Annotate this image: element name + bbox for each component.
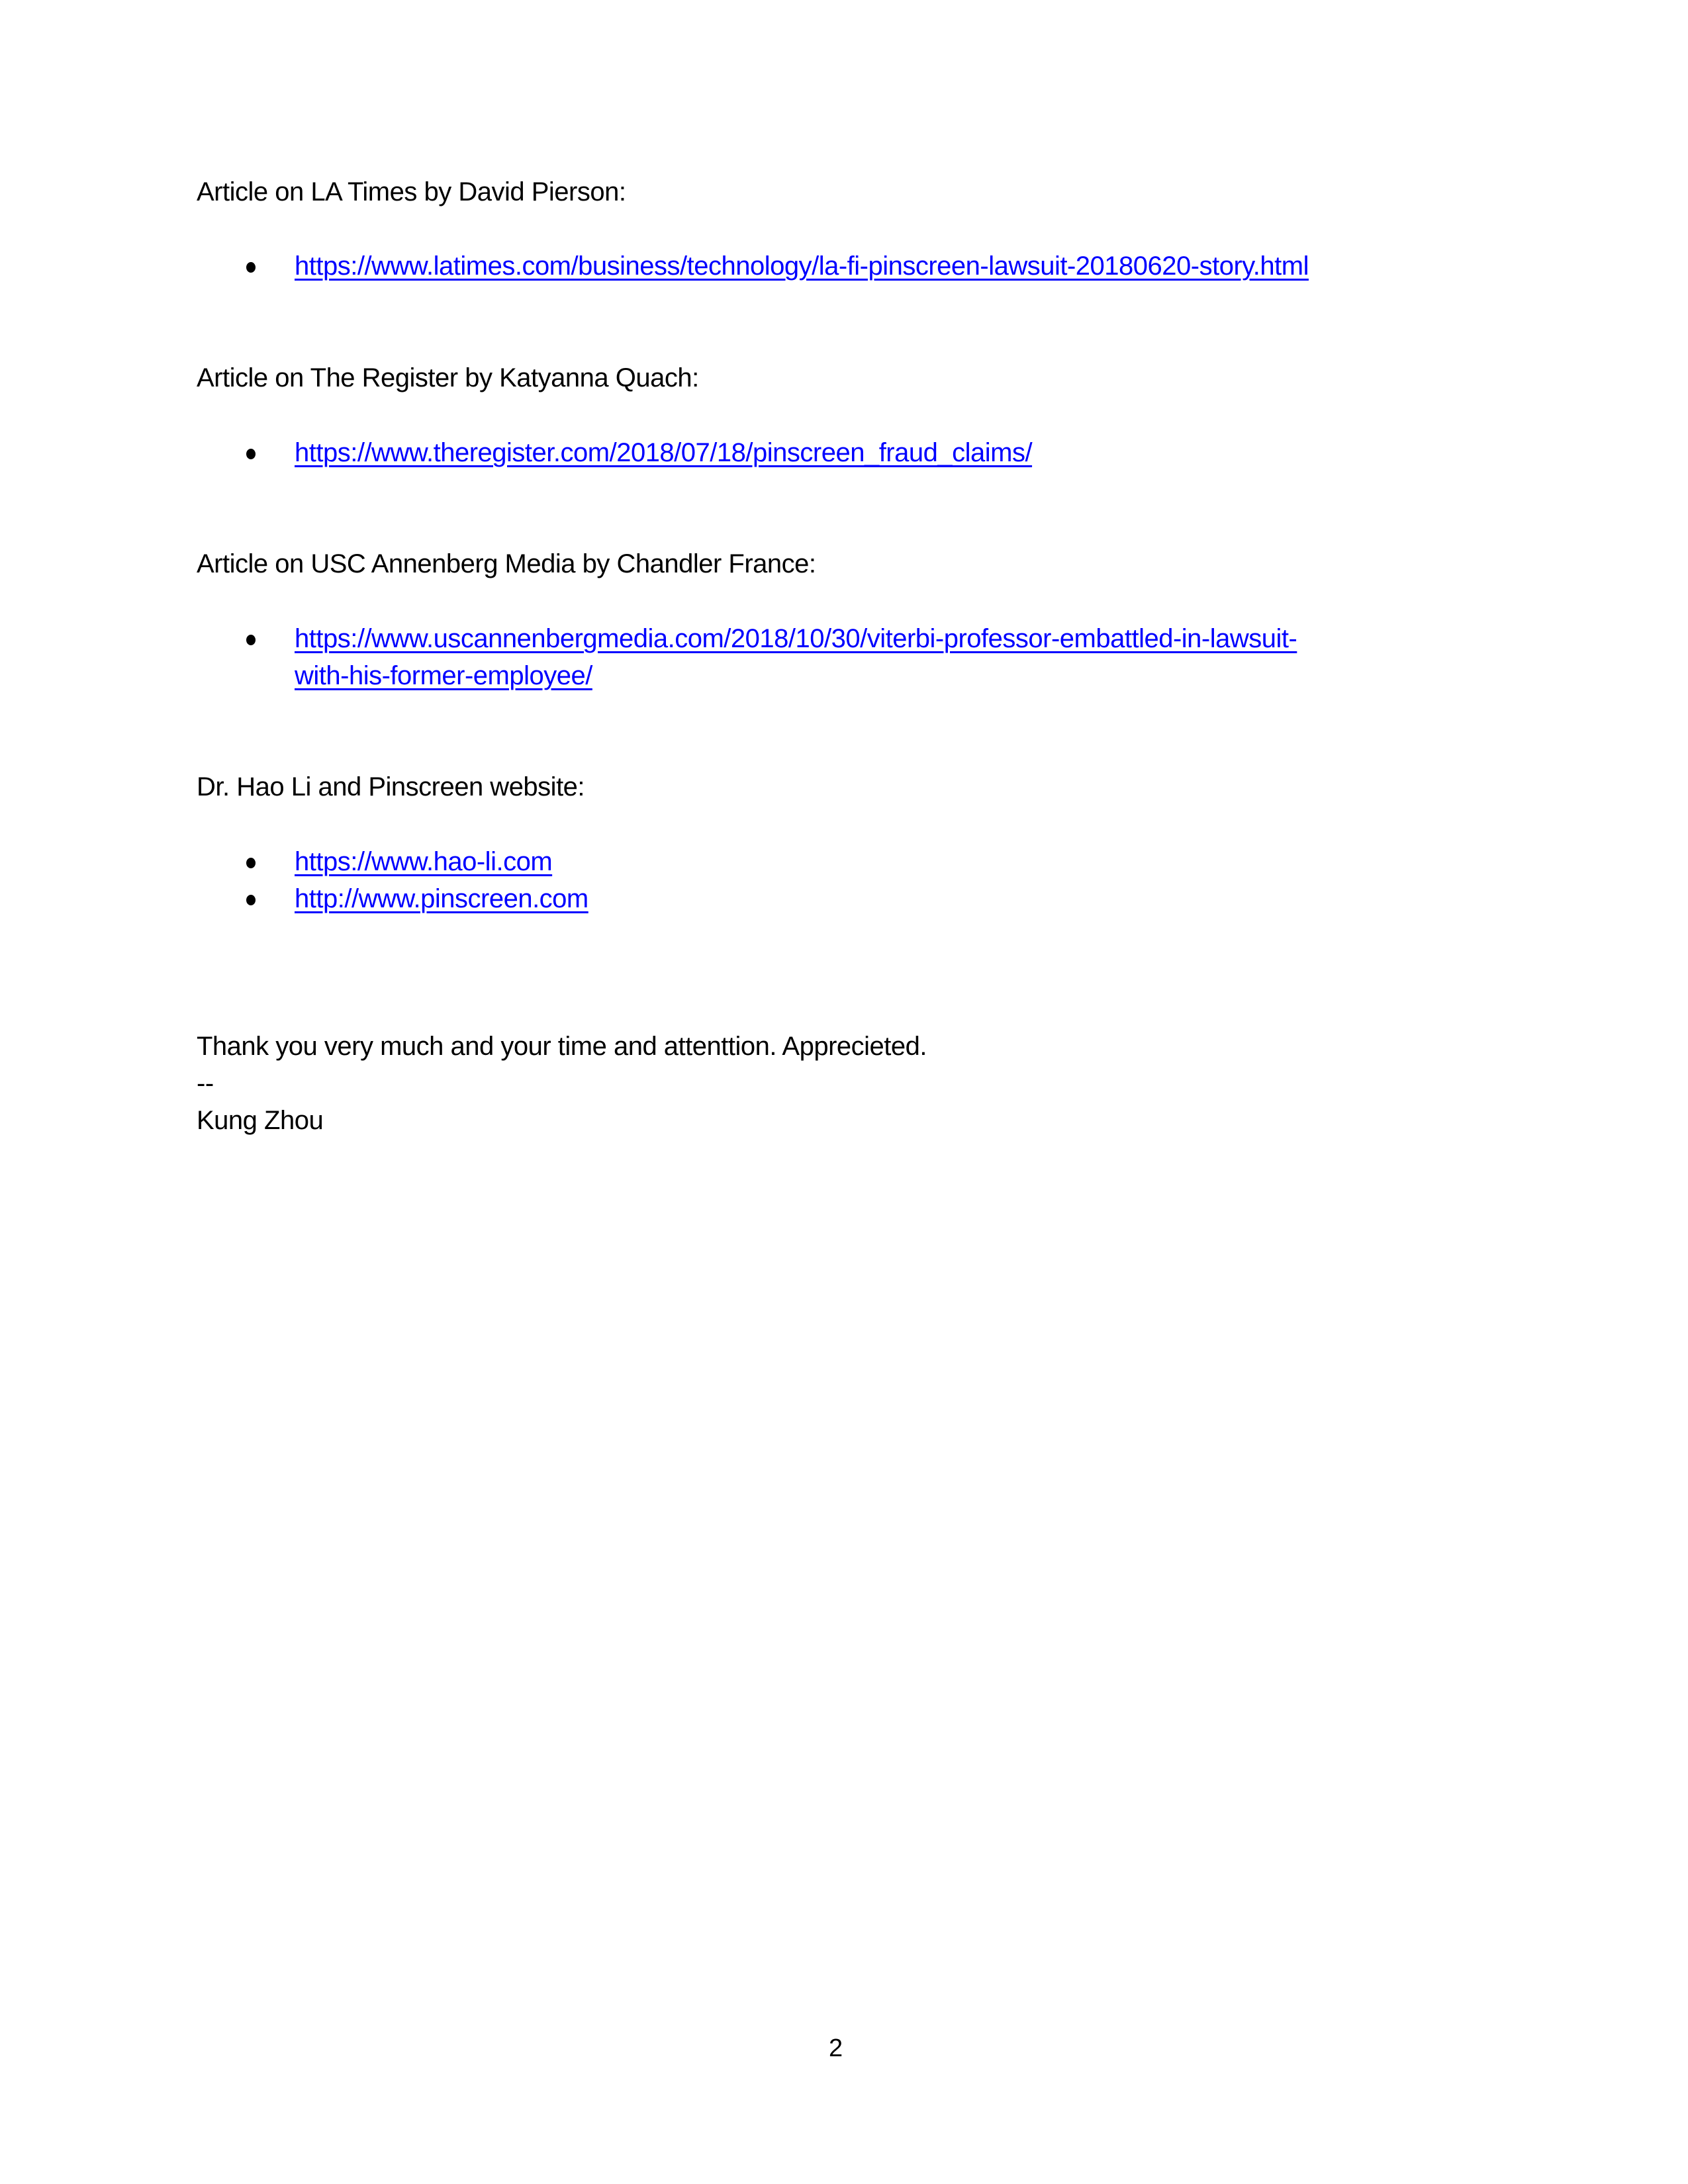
closing-thanks: Thank you very much and your time and attenttion. Apprecieted. xyxy=(197,1032,927,1061)
link-pinscreen[interactable]: http://www.pinscreen.com xyxy=(295,884,588,913)
section-heading-the-register: Article on The Register by Katyanna Quach: xyxy=(197,363,699,392)
section-heading-websites: Dr. Hao Li and Pinscreen website: xyxy=(197,772,585,801)
page-number: 2 xyxy=(829,2034,843,2062)
link-la-times[interactable]: https://www.latimes.com/business/technology/la-fi-pinscreen-lawsuit-20180620-story.html xyxy=(295,251,1309,281)
bullet-icon xyxy=(246,449,256,459)
bullet-icon xyxy=(246,635,256,645)
link-usc-annenberg-line-2[interactable]: with-his-former-employee/ xyxy=(295,661,592,690)
section-heading-la-times: Article on LA Times by David Pierson: xyxy=(197,177,626,206)
section-heading-usc-annenberg: Article on USC Annenberg Media by Chandler France: xyxy=(197,549,816,578)
link-the-register[interactable]: https://www.theregister.com/2018/07/18/pinscreen_fraud_claims/ xyxy=(295,438,1033,467)
signature-separator: -- xyxy=(197,1069,214,1098)
signature-name: Kung Zhou xyxy=(197,1106,324,1135)
link-hao-li[interactable]: https://www.hao-li.com xyxy=(295,847,553,876)
bullet-icon xyxy=(246,895,256,905)
bullet-icon xyxy=(246,262,256,273)
bullet-icon xyxy=(246,858,256,868)
link-usc-annenberg-line-1[interactable]: https://www.uscannenbergmedia.com/2018/10/30/viterbi-professor-embattled-in-lawsuit- xyxy=(295,624,1297,653)
